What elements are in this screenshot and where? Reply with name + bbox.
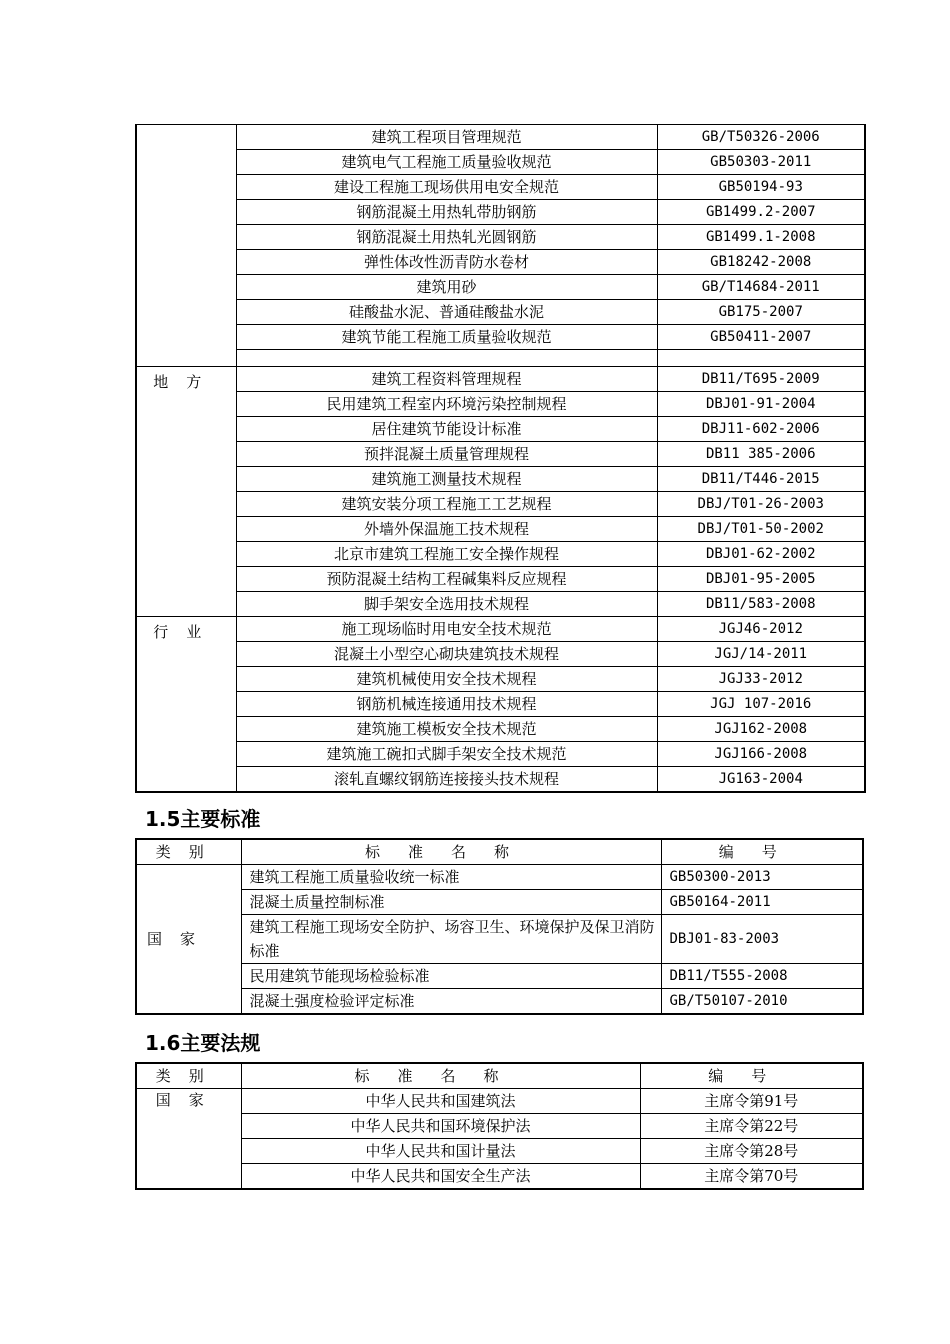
standard-name: 预拌混凝土质量管理规程 <box>236 442 657 467</box>
standard-code: DBJ11-602-2006 <box>657 417 865 442</box>
standard-name: 硅酸盐水泥、普通硅酸盐水泥 <box>236 300 657 325</box>
table-row <box>136 275 865 300</box>
standard-name: 民用建筑工程室内环境污染控制规程 <box>236 392 657 417</box>
standard-name: 建筑施工模板安全技术规范 <box>236 717 657 742</box>
table-row <box>136 542 865 567</box>
table-row <box>136 1089 863 1114</box>
table-row <box>136 392 865 417</box>
main-regulations-table <box>135 1062 864 1190</box>
standard-code: DB11/T695-2009 <box>657 367 865 392</box>
regulation-name: 中华人民共和国环境保护法 <box>241 1114 640 1139</box>
table-row <box>136 642 865 667</box>
table-row <box>136 692 865 717</box>
table-header-row <box>136 1063 863 1089</box>
standard-name: 弹性体改性沥青防水卷材 <box>236 250 657 275</box>
regulation-code: 主席令第28号 <box>640 1139 863 1164</box>
standard-code: JGJ162-2008 <box>657 717 865 742</box>
standard-name: 钢筋混凝土用热轧带肋钢筋 <box>236 200 657 225</box>
standard-code: DBJ01-95-2005 <box>657 567 865 592</box>
standard-code: DB11/T555-2008 <box>661 964 863 989</box>
standard-name: 建筑施工测量技术规程 <box>236 467 657 492</box>
standard-code: GB/T14684-2011 <box>657 275 865 300</box>
standard-code: JGJ46-2012 <box>657 617 865 642</box>
table-row <box>136 667 865 692</box>
regulation-code: 主席令第22号 <box>640 1114 863 1139</box>
header-code: 编号 <box>661 839 863 865</box>
category-national: 国家 <box>136 865 241 1015</box>
main-standards-table <box>135 838 864 1015</box>
standard-code: DB11/T446-2015 <box>657 467 865 492</box>
table-row <box>136 915 863 964</box>
table-row <box>136 964 863 989</box>
standard-name: 民用建筑节能现场检验标准 <box>241 964 661 989</box>
standard-name: 建设工程施工现场供用电安全规范 <box>236 175 657 200</box>
regulation-name: 中华人民共和国建筑法 <box>241 1089 640 1114</box>
standard-code: GB1499.2-2007 <box>657 200 865 225</box>
standard-code: GB/T50326-2006 <box>657 125 865 150</box>
header-code: 编号 <box>640 1063 863 1089</box>
standard-name: 预防混凝土结构工程碱集料反应规程 <box>236 567 657 592</box>
standard-name: 北京市建筑工程施工安全操作规程 <box>236 542 657 567</box>
table-row <box>136 767 865 793</box>
standard-name: 建筑工程项目管理规范 <box>236 125 657 150</box>
standard-name: 施工现场临时用电安全技术规范 <box>236 617 657 642</box>
standard-code: GB/T50107-2010 <box>661 989 863 1015</box>
standard-code: GB175-2007 <box>657 300 865 325</box>
table-row <box>136 367 865 392</box>
standard-name <box>236 350 657 367</box>
table-row <box>136 1164 863 1190</box>
standard-name: 外墙外保温施工技术规程 <box>236 517 657 542</box>
table-header-row <box>136 839 863 865</box>
header-name: 标准名称 <box>241 1063 640 1089</box>
standard-code: JGJ 107-2016 <box>657 692 865 717</box>
standard-name: 建筑机械使用安全技术规程 <box>236 667 657 692</box>
table-row <box>136 350 865 367</box>
header-category: 类别 <box>136 839 241 865</box>
table-row <box>136 1114 863 1139</box>
standards-table-body <box>136 125 865 793</box>
table-row <box>136 1139 863 1164</box>
table-row <box>136 200 865 225</box>
table-row <box>136 417 865 442</box>
standard-name: 建筑电气工程施工质量验收规范 <box>236 150 657 175</box>
standard-name: 混凝土强度检验评定标准 <box>241 989 661 1015</box>
standard-code: DBJ01-91-2004 <box>657 392 865 417</box>
standard-name: 建筑工程资料管理规程 <box>236 367 657 392</box>
main-regulations-body <box>136 1089 863 1190</box>
table-row <box>136 592 865 617</box>
table-row <box>136 865 863 890</box>
table-row <box>136 150 865 175</box>
standard-code: DBJ01-62-2002 <box>657 542 865 567</box>
standard-code: GB50411-2007 <box>657 325 865 350</box>
standard-code: DBJ/T01-50-2002 <box>657 517 865 542</box>
table-row <box>136 325 865 350</box>
standard-code: DBJ01-83-2003 <box>661 915 863 964</box>
standard-code: DBJ/T01-26-2003 <box>657 492 865 517</box>
regulation-name: 中华人民共和国计量法 <box>241 1139 640 1164</box>
header-name: 标准名称 <box>241 839 661 865</box>
standard-name: 钢筋机械连接通用技术规程 <box>236 692 657 717</box>
table-row <box>136 890 863 915</box>
standard-name: 脚手架安全选用技术规程 <box>236 592 657 617</box>
section-heading-main-standards: 1.5主要标准 <box>145 807 261 831</box>
table-row <box>136 517 865 542</box>
standard-name: 建筑施工碗扣式脚手架安全技术规范 <box>236 742 657 767</box>
table-row <box>136 617 865 642</box>
standards-table-continued <box>135 124 866 793</box>
table-row <box>136 717 865 742</box>
header-category: 类别 <box>136 1063 241 1089</box>
table-row <box>136 742 865 767</box>
standard-name: 滚轧直螺纹钢筋连接接头技术规程 <box>236 767 657 793</box>
table-row <box>136 225 865 250</box>
standard-code: GB1499.1-2008 <box>657 225 865 250</box>
standard-name: 混凝土质量控制标准 <box>241 890 661 915</box>
standard-name: 居住建筑节能设计标准 <box>236 417 657 442</box>
table-row <box>136 567 865 592</box>
standard-code: JGJ/14-2011 <box>657 642 865 667</box>
category-industry: 行业 <box>136 617 236 793</box>
standard-name: 建筑安装分项工程施工工艺规程 <box>236 492 657 517</box>
standard-code: JG163-2004 <box>657 767 865 793</box>
standard-name: 建筑工程施工质量验收统一标准 <box>241 865 661 890</box>
category-local: 地方 <box>136 367 236 617</box>
standard-code: GB50194-93 <box>657 175 865 200</box>
standard-code: GB50300-2013 <box>661 865 863 890</box>
standard-name: 建筑用砂 <box>236 275 657 300</box>
standard-code: DB11/583-2008 <box>657 592 865 617</box>
standard-code <box>657 350 865 367</box>
table-row <box>136 250 865 275</box>
table-row <box>136 442 865 467</box>
standard-code: JGJ166-2008 <box>657 742 865 767</box>
table-row <box>136 175 865 200</box>
standard-name: 混凝土小型空心砌块建筑技术规程 <box>236 642 657 667</box>
standard-code: GB18242-2008 <box>657 250 865 275</box>
regulation-code: 主席令第70号 <box>640 1164 863 1190</box>
standard-name: 钢筋混凝土用热轧光圆钢筋 <box>236 225 657 250</box>
table-row <box>136 492 865 517</box>
table-row <box>136 467 865 492</box>
table-row <box>136 989 863 1015</box>
main-standards-body <box>136 865 863 1015</box>
category-cell <box>136 125 236 367</box>
table-row <box>136 300 865 325</box>
regulation-name: 中华人民共和国安全生产法 <box>241 1164 640 1190</box>
standard-code: GB50164-2011 <box>661 890 863 915</box>
regulation-code: 主席令第91号 <box>640 1089 863 1114</box>
table-row <box>136 125 865 150</box>
standard-name: 建筑工程施工现场安全防护、场容卫生、环境保护及保卫消防标准 <box>241 915 661 964</box>
standard-code: GB50303-2011 <box>657 150 865 175</box>
standard-code: DB11 385-2006 <box>657 442 865 467</box>
standard-code: JGJ33-2012 <box>657 667 865 692</box>
category-national: 国家 <box>136 1089 241 1190</box>
standard-name: 建筑节能工程施工质量验收规范 <box>236 325 657 350</box>
section-heading-main-regulations: 1.6主要法规 <box>145 1031 261 1055</box>
